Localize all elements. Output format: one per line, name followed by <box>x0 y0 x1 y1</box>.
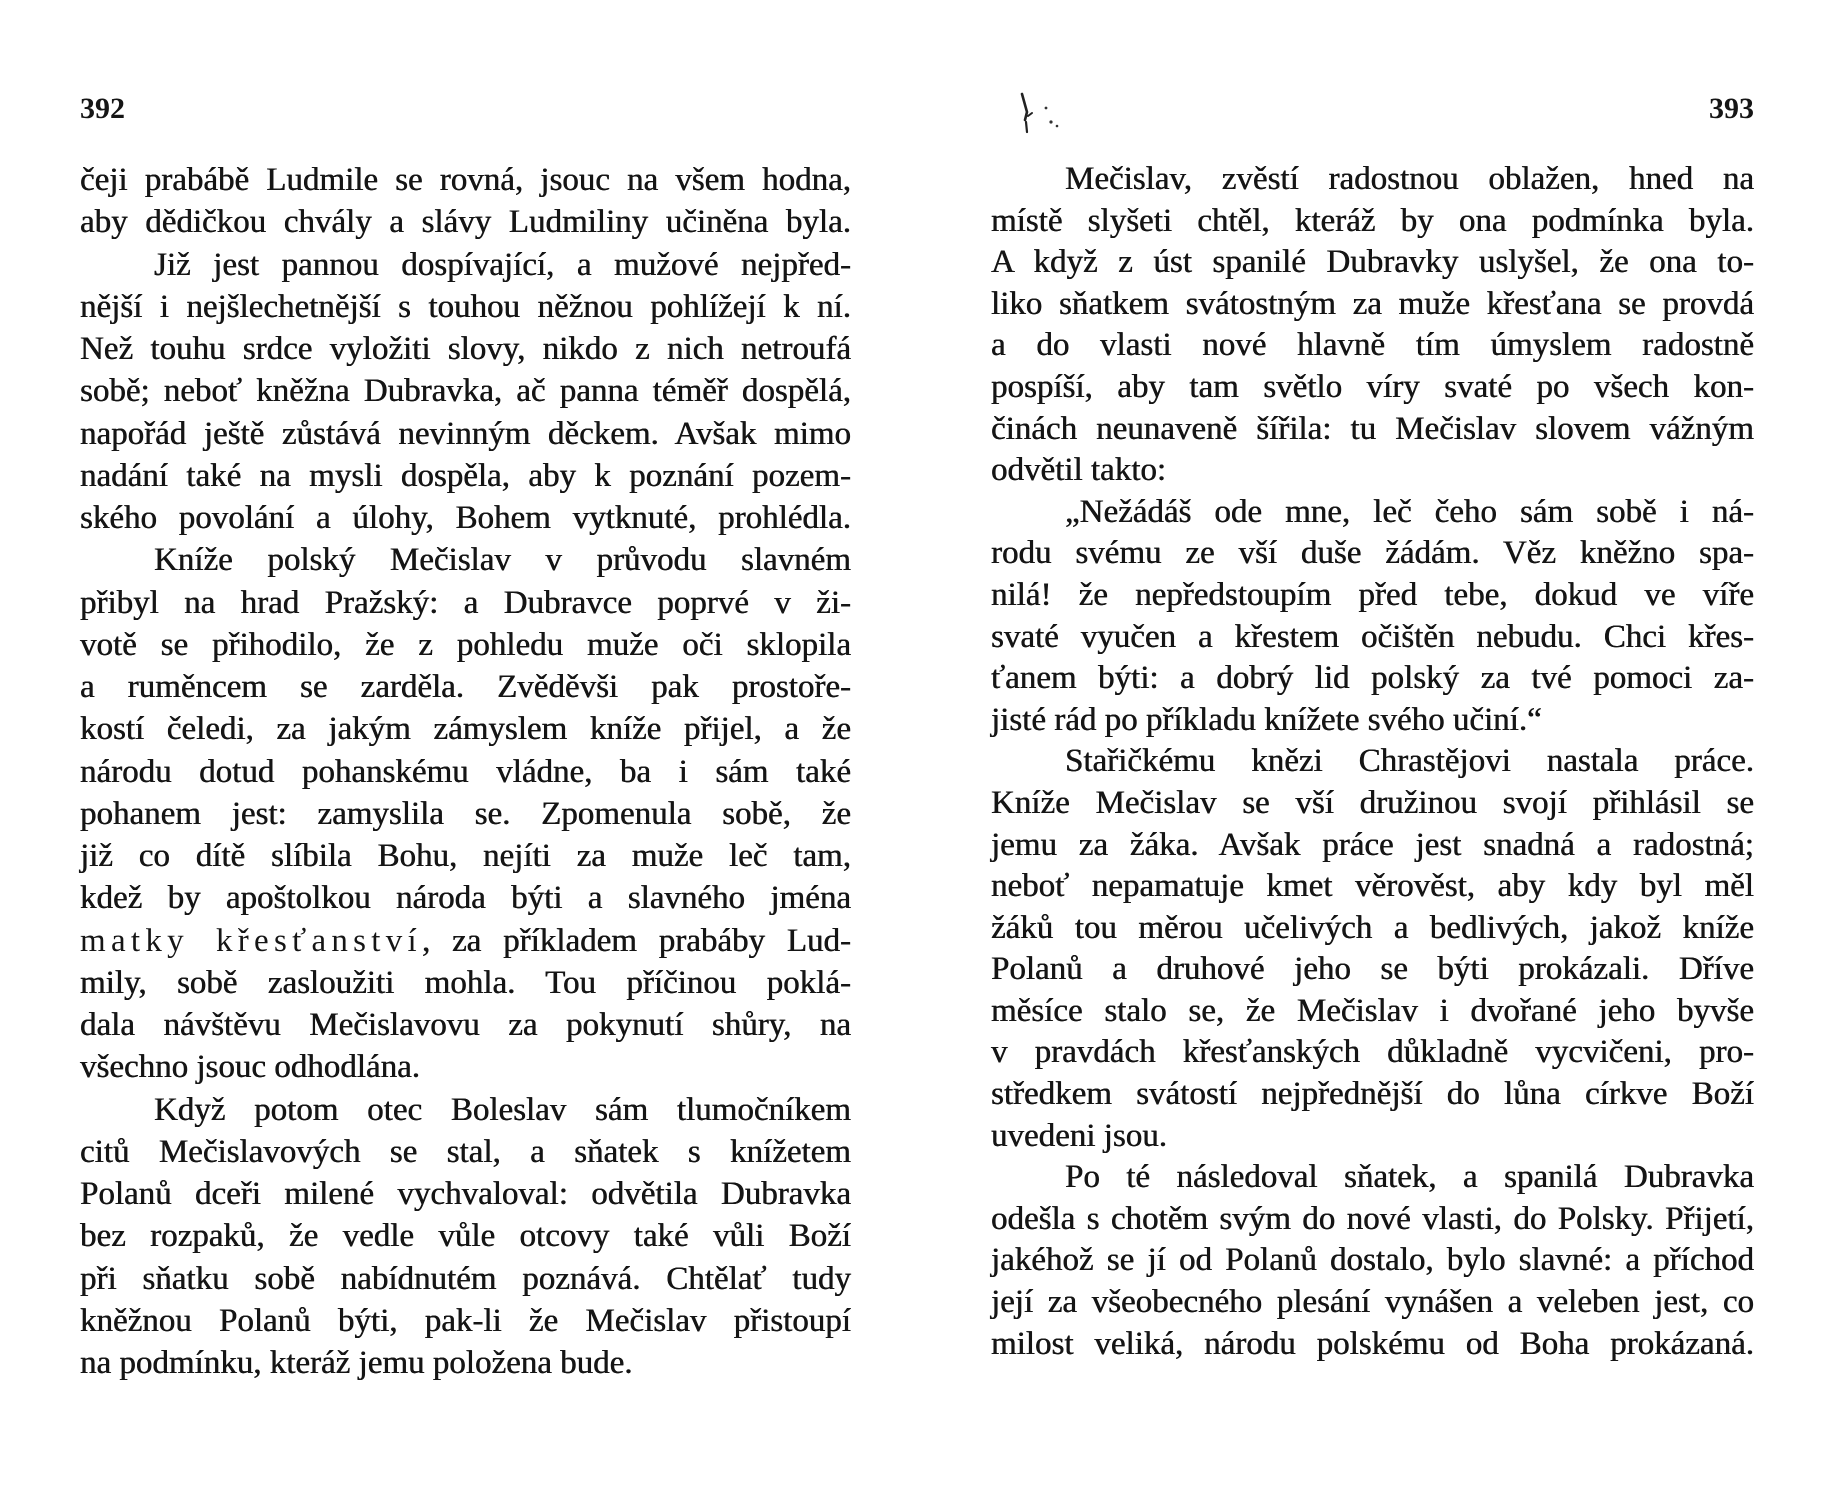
text-line: v pravdách křesťanských důkladně vycvičeni, pro- <box>991 1034 1754 1071</box>
text-line: dala návštěvu Mečislavovu za pokynutí shůry, na <box>80 1007 851 1043</box>
text-line: při sňatku sobě nabídnutém poznává. Chtělať tudy <box>80 1260 851 1297</box>
text-line: votě se přihodilo, že z pohledu muže oči sklopila <box>80 626 851 663</box>
text-line: měsíce stalo se, že Mečislav i dvořané jeho byvše <box>991 992 1754 1029</box>
text-line: neboť nepamatuje kmet věrověst, aby kdy byl měl <box>991 868 1754 905</box>
page-text <box>991 159 1754 1365</box>
text-line: Mečislav, zvěstí radostnou oblažen, hned na <box>1065 161 1754 197</box>
text-line: nadání také na mysli dospěla, aby k poznání pozem- <box>80 457 851 494</box>
emphasized-text: matky křesťanství <box>80 922 422 959</box>
text-line: jakéhož se jí od Polanů dostalo, bylo slavné: a příchod <box>991 1242 1754 1279</box>
text-line: nilá! že nepředstoupím před tebe, dokud ve víře <box>991 576 1754 613</box>
text-line: odešla s chotěm svým do nové vlasti, do Polsky. Přijetí, <box>991 1200 1754 1237</box>
text-line: kdež by apoštolkou národa býti a slavného jména <box>80 880 851 917</box>
paragraph <box>991 159 1754 492</box>
text-line: pohanem jest: zamyslila se. Zpomenula sobě, že <box>80 795 851 832</box>
text-line-rest: , za příkladem prabáby Lud- <box>421 922 851 959</box>
text-line: citů Mečislavových se stal, a sňatek s knížetem <box>80 1133 851 1170</box>
text-line: a do vlasti nové hlavně tím úmyslem radostně <box>991 327 1754 364</box>
text-line <box>80 920 851 962</box>
text-line: rodu svému ze vší duše žádám. Věz kněžno spa- <box>991 535 1754 572</box>
text-line: mily, sobě zasloužiti mohla. Tou příčinou poklá- <box>80 964 851 1001</box>
text-line: milost veliká, národu polskému od Boha prokázaná. <box>991 1325 1754 1362</box>
text-line: pospíší, aby tam světlo víry svaté po všech kon- <box>991 368 1754 405</box>
text-line: ťanem býti: a dobrý lid polský za tvé pomoci za- <box>991 660 1754 697</box>
text-line: činách neunaveně šířila: tu Mečislav slovem vážným <box>991 410 1754 447</box>
text-line: středkem svátostí nejpřednější do lůna církve Boží <box>991 1076 1754 1113</box>
paragraph <box>80 244 851 540</box>
text-line: A když z úst spanilé Dubravky uslyšel, že ona to- <box>991 244 1754 281</box>
text-line: již co dítě slíbila Bohu, nejíti za muže leč tam, <box>80 838 851 874</box>
text-line: žáků tou měrou učelivých a bedlivých, jakož kníže <box>991 909 1754 946</box>
text-line: kostí čeledi, za jakým zámyslem kníže přijel, a že <box>80 711 851 748</box>
paragraph <box>991 741 1754 1157</box>
text-line: jemu za žáka. Avšak práce jest snadná a radostná; <box>991 826 1754 863</box>
text-line: Po té následoval sňatek, a spanilá Dubravka <box>1065 1159 1754 1196</box>
paragraph <box>991 1157 1754 1365</box>
text-line: odvětil takto: <box>991 452 1167 489</box>
text-line: Stařičkému knězi Chrastějovi nastala práce. <box>1065 743 1754 780</box>
text-line: Polanů dceři milené vychvaloval: odvětila Dubravka <box>80 1176 851 1212</box>
paragraph <box>80 159 851 244</box>
page-number: 393 <box>1709 92 1754 125</box>
text-line: a ruměncem se zarděla. Zvěděvši pak prostoře- <box>80 669 851 705</box>
text-line: ského povolání a úlohy, Bohem vytknuté, prohlédla. <box>80 500 851 536</box>
text-line: jisté rád po příkladu knížete svého učiní.“ <box>991 701 1542 738</box>
text-line: Když potom otec Boleslav sám tlumočníkem <box>154 1091 851 1128</box>
text-line: Kníže polský Mečislav v průvodu slavném <box>154 542 851 579</box>
text-line: místě slyšeti chtěl, kteráž by ona podmínka byla. <box>991 202 1754 239</box>
page-text <box>80 159 851 1384</box>
text-line: aby dědičkou chvály a slávy Ludmiliny učiněna byla. <box>80 204 851 241</box>
text-line: sobě; neboť kněžna Dubravka, ač panna téměř dospělá, <box>80 373 851 410</box>
text-line: napořád ještě zůstává nevinným děckem. Avšak mimo <box>80 415 851 452</box>
text-line: liko sňatkem svátostným za muže křesťana se provdá <box>991 285 1754 322</box>
text-line: její za všeobecného plesání vynášen a veleben jest, co <box>991 1284 1754 1321</box>
paragraph <box>80 539 851 1088</box>
text-line: všechno jsouc odhodlána. <box>80 1049 421 1086</box>
text-line: Polanů a druhové jeho se býti prokázali. Dříve <box>991 951 1754 988</box>
text-line: Již jest pannou dospívající, a mužové nejpřed- <box>154 246 851 283</box>
text-line: přibyl na hrad Pražský: a Dubravce poprvé v ži- <box>80 584 851 621</box>
text-line: Než touhu srdce vyložiti slovy, nikdo z nich netroufá <box>80 331 851 367</box>
text-line: uvedeni jsou. <box>991 1117 1167 1154</box>
paragraph <box>991 492 1754 742</box>
text-line: Kníže Mečislav se vší družinou svojí přihlásil se <box>991 784 1754 821</box>
text-line: na podmínku, kteráž jemu položena bude. <box>80 1345 633 1381</box>
text-line: „Nežádáš ode mne, leč čeho sám sobě i ná- <box>1065 493 1754 530</box>
text-line: čeji prabábě Ludmile se rovná, jsouc na všem hodna, <box>80 162 851 198</box>
paragraph <box>80 1089 851 1385</box>
page-number: 392 <box>80 92 125 125</box>
text-line: národu dotud pohanskému vládne, ba i sám také <box>80 753 851 790</box>
text-line: nější i nejšlechetnější s touhou něžnou pohlížejí k ní. <box>80 288 851 325</box>
text-line: svaté vyučen a křestem očištěn nebudu. Chci křes- <box>991 618 1754 655</box>
ink-mark-icon <box>1018 92 1064 142</box>
text-line: kněžnou Polanů býti, pak-li že Mečislav přistoupí <box>80 1302 851 1339</box>
text-line: bez rozpaků, že vedle vůle otcovy také vůli Boží <box>80 1218 851 1255</box>
